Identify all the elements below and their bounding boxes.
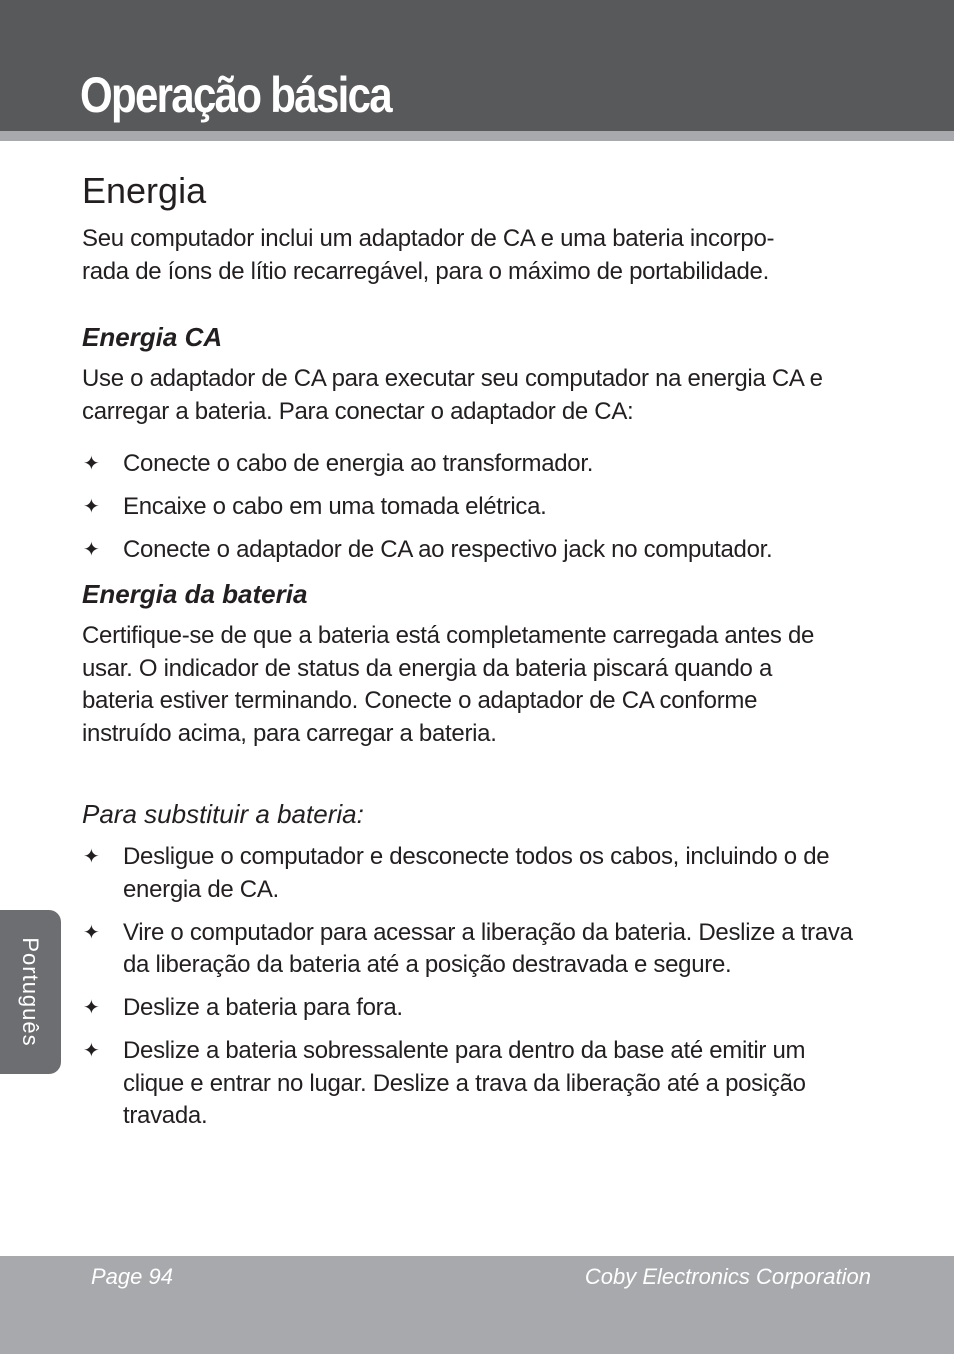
list-item-text: Vire o computador para acessar a liberação da bateria. Deslize a trava da liberação da bateria até a posição destravada e segure. [123, 918, 853, 978]
four-point-star-bullet-icon: ✦ [83, 921, 100, 944]
page-title: Operação básica [80, 67, 391, 123]
four-point-star-bullet-icon: ✦ [83, 453, 100, 475]
four-point-star-bullet-icon: ✦ [83, 846, 100, 868]
sub-heading-para-substituir: Para substituir a bateria: [82, 799, 364, 829]
list-item [82, 534, 882, 567]
header-rule [0, 131, 954, 141]
footer-page-number: Page 94 [91, 1264, 173, 1289]
list-item [82, 841, 863, 906]
four-point-star-bullet-icon: ✦ [83, 1040, 100, 1062]
list-item-text: Conecte o cabo de energia ao transformador. [123, 450, 594, 477]
list-item-text: Desligue o computador e desconecte todos os cabos, incluindo o de energia de CA. [123, 843, 830, 903]
page-content [82, 166, 882, 1143]
list-item-text: Conecte o adaptador de CA ao respectivo jack no computador. [123, 536, 773, 563]
list-item-text: Encaixe o cabo em uma tomada elétrica. [123, 493, 547, 520]
list-item [82, 1035, 863, 1133]
energia-ca-text: Use o adaptador de CA para executar seu computador na energia CA e carregar a bateria. Para conectar o adaptador de CA: [82, 365, 823, 425]
energia-ca-list [82, 448, 882, 567]
sub-heading-energia-da-bateria: Energia da bateria [82, 579, 308, 609]
section-heading-energia: Energia [82, 170, 207, 211]
language-side-tab [0, 910, 61, 1074]
list-item [82, 448, 882, 481]
section-intro-line-1: Seu computador inclui um adaptador de CA e uma bateria incorpo- [82, 225, 775, 252]
language-side-tab-label: Português [18, 937, 43, 1047]
list-item [82, 992, 882, 1025]
four-point-star-bullet-icon: ✦ [83, 997, 100, 1019]
energia-bateria-text: Certifique-se de que a bateria está completamente carregada antes de usar. O indicador de status da energia da bateria piscará quando a bateria estiver terminando. Conecte o adaptador de CA conforme instruído acima, para carregar a bateria. [82, 622, 815, 747]
list-item [82, 491, 882, 524]
four-point-star-bullet-icon: ✦ [83, 496, 100, 518]
list-item-text: Deslize a bateria sobressalente para dentro da base até emitir um clique e entrar no lugar. Deslize a trava da liberação até a posição travada. [123, 1037, 806, 1129]
sub-heading-energia-ca: Energia CA [82, 322, 223, 352]
substituir-list [82, 841, 882, 1133]
four-point-star-bullet-icon: ✦ [83, 539, 100, 561]
list-item-text: Deslize a bateria para fora. [123, 994, 403, 1021]
section-intro-line-2: rada de íons de lítio recarregável, para o máximo de portabilidade. [82, 257, 769, 285]
footer-company-name: Coby Electronics Corporation [584, 1264, 871, 1289]
section-intro [82, 223, 882, 288]
list-item [82, 917, 883, 982]
